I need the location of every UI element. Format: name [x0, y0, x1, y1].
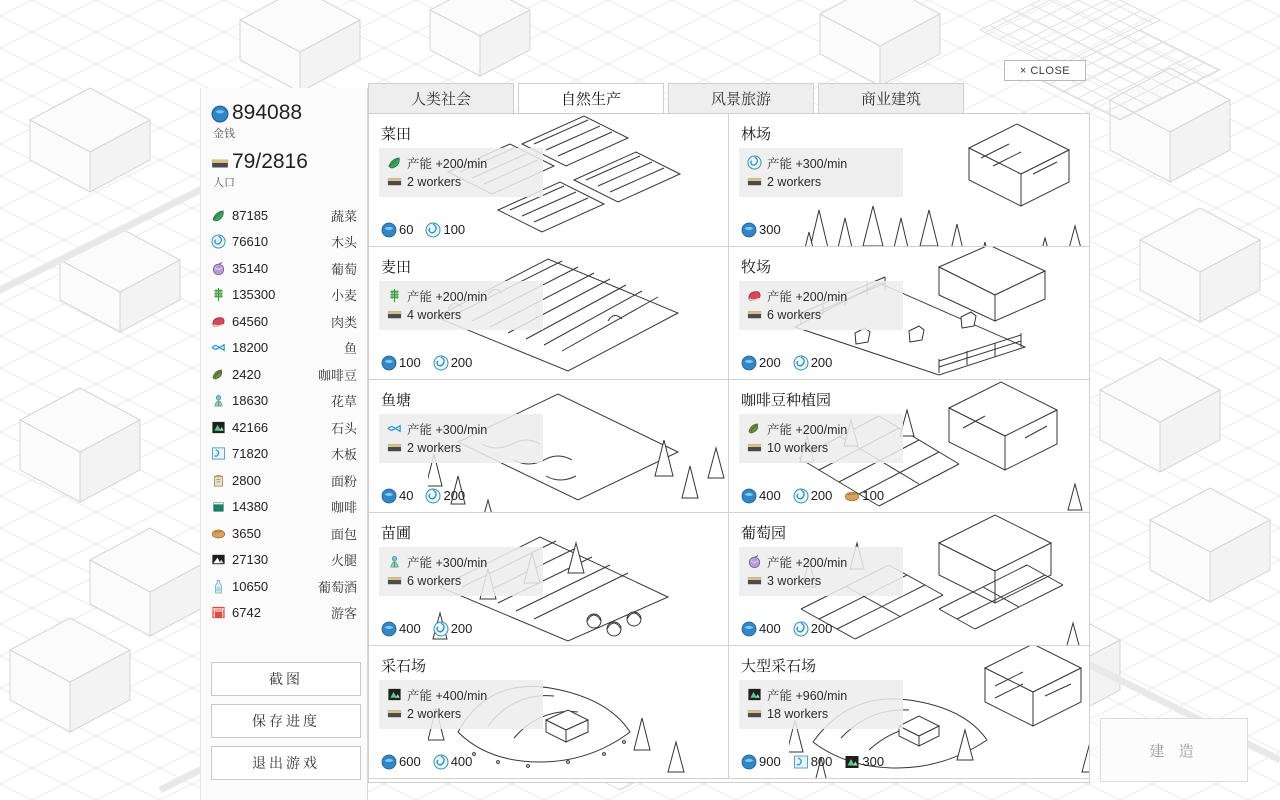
wood-icon [433, 355, 448, 370]
building-stats [379, 680, 543, 729]
cost-value: 400 [399, 621, 421, 636]
workers-text: 3 workers [767, 573, 822, 588]
population-icon [747, 307, 762, 322]
building-costs [381, 621, 480, 636]
resource-amount: 71820 [232, 446, 269, 462]
building-title: 大型采石场 [741, 658, 817, 675]
water-drop-icon [381, 222, 396, 237]
cost-value: 400 [759, 621, 781, 636]
building-grid [369, 114, 1089, 779]
water-drop-icon [741, 621, 756, 636]
building-title: 牧场 [741, 259, 772, 276]
build-button[interactable] [1100, 718, 1248, 782]
tab-3[interactable] [818, 83, 964, 113]
building-costs [381, 754, 480, 769]
resource-row [211, 494, 357, 521]
water-drop-icon [381, 754, 396, 769]
building-stats [739, 680, 903, 729]
building-stats [379, 547, 543, 596]
wheat-icon [211, 287, 226, 302]
production-row [747, 419, 895, 438]
resource-name: 木板 [330, 447, 357, 463]
workers-text: 2 workers [407, 706, 462, 721]
building-costs [741, 488, 892, 503]
resource-amount: 18200 [232, 340, 269, 356]
building-card[interactable] [729, 646, 1089, 779]
resource-amount: 18630 [232, 393, 269, 409]
workers-row [387, 172, 535, 191]
plank-icon [793, 754, 808, 769]
resource-name: 木头 [330, 235, 357, 251]
water-drop-icon [381, 355, 396, 370]
cost-item [741, 754, 781, 769]
tab-label: 风景旅游 [710, 91, 771, 108]
building-title: 咖啡豆种植园 [741, 392, 832, 409]
production-text: 产能 +400/min [407, 688, 488, 703]
building-card[interactable] [729, 247, 1089, 380]
production-row [387, 286, 535, 305]
tab-2[interactable] [668, 83, 814, 113]
resource-name: 游客 [330, 606, 357, 622]
money-value: 894088 [232, 101, 303, 124]
workers-row [747, 571, 895, 590]
building-card[interactable] [729, 513, 1089, 646]
cost-value: 200 [810, 355, 833, 370]
production-row [747, 552, 895, 571]
resource-amount: 76610 [232, 234, 269, 250]
production-row [747, 153, 895, 172]
cost-item [793, 488, 833, 503]
coffee-cup-icon [211, 499, 226, 514]
resource-row [211, 361, 357, 388]
population-icon [387, 706, 402, 721]
resource-amount: 10650 [232, 578, 269, 594]
workers-text: 6 workers [767, 307, 822, 322]
production-text: 产能 +200/min [407, 289, 488, 304]
population-icon [747, 174, 762, 189]
wheat-icon [387, 288, 402, 303]
water-drop-icon [211, 105, 226, 120]
wood-icon [211, 234, 226, 249]
cost-value: 200 [450, 621, 473, 636]
close-button-label: × CLOSE [1019, 64, 1071, 77]
resource-name: 肉类 [330, 314, 357, 330]
screenshot-button[interactable] [211, 662, 361, 696]
building-stats [739, 547, 903, 596]
cost-item [425, 222, 465, 237]
hud-button-group [211, 662, 359, 788]
cost-item [381, 621, 421, 636]
cost-value: 100 [443, 222, 466, 237]
tab-0[interactable] [368, 83, 514, 113]
resource-row [211, 414, 357, 441]
building-costs [741, 222, 789, 237]
cost-item [844, 488, 884, 503]
cost-value: 100 [399, 355, 421, 370]
wood-icon [433, 754, 448, 769]
resource-amount: 3650 [232, 525, 261, 541]
cost-value: 400 [450, 754, 473, 769]
resource-row [211, 308, 357, 335]
building-title: 苗圃 [381, 525, 412, 542]
tab-label: 商业建筑 [860, 91, 921, 108]
cost-value: 100 [862, 488, 885, 503]
ham-icon [211, 552, 226, 567]
resource-row [211, 335, 357, 362]
population-label: 人口 [213, 177, 235, 189]
resource-amount: 135300 [232, 287, 276, 303]
production-text: 产能 +960/min [767, 688, 848, 703]
plank-icon [211, 446, 226, 461]
resource-name: 咖啡豆 [317, 367, 357, 383]
population-icon [387, 440, 402, 455]
resource-row [211, 282, 357, 309]
building-title: 麦田 [381, 259, 412, 276]
cost-item [381, 488, 413, 503]
vegetable-icon [387, 155, 402, 170]
production-text: 产能 +200/min [767, 422, 848, 437]
resource-amount: 64560 [232, 313, 269, 329]
cost-value: 200 [810, 621, 833, 636]
resource-name: 咖啡 [330, 500, 357, 516]
cost-item [844, 754, 884, 769]
money-label: 金钱 [213, 128, 235, 140]
resource-amount: 6742 [232, 605, 261, 621]
tab-label: 人类社会 [410, 91, 471, 108]
resource-name: 小麦 [330, 288, 357, 304]
building-list-panel[interactable] [368, 113, 1090, 783]
building-card[interactable] [369, 114, 729, 247]
resource-row [211, 441, 357, 468]
building-costs [381, 488, 473, 503]
water-drop-icon [741, 222, 756, 237]
workers-row [747, 305, 895, 324]
building-costs [741, 355, 840, 370]
fish-icon [211, 340, 226, 355]
tourist-gate-icon [211, 605, 226, 620]
workers-text: 2 workers [407, 174, 462, 189]
screenshot-button-label: 截图 [269, 671, 303, 687]
resource-row [211, 467, 357, 494]
cost-value: 40 [399, 488, 414, 503]
production-row [387, 419, 535, 438]
production-text: 产能 +200/min [767, 555, 848, 570]
building-costs [741, 621, 840, 636]
save-button[interactable] [211, 704, 361, 738]
wine-bottle-icon [211, 579, 226, 594]
wood-icon [793, 355, 808, 370]
population-icon [747, 440, 762, 455]
workers-row [387, 438, 535, 457]
cost-value: 60 [399, 222, 414, 237]
resource-amount: 87185 [232, 207, 269, 223]
water-drop-icon [741, 754, 756, 769]
cost-item [741, 488, 781, 503]
stone-icon [211, 420, 226, 435]
building-title: 鱼塘 [381, 392, 412, 409]
flower-icon [211, 393, 226, 408]
quit-button-label: 退出游戏 [252, 755, 320, 771]
flower-icon [387, 554, 402, 569]
coffee-bean-icon [747, 421, 762, 436]
building-card[interactable] [369, 513, 729, 646]
resource-amount: 14380 [232, 499, 269, 515]
population-icon [747, 573, 762, 588]
building-card[interactable] [369, 380, 729, 513]
workers-text: 4 workers [407, 307, 462, 322]
wood-icon [793, 621, 808, 636]
cost-item [793, 621, 833, 636]
stone-icon [844, 754, 859, 769]
resource-row [211, 573, 357, 600]
cost-value: 200 [450, 355, 473, 370]
resource-row [211, 202, 357, 229]
workers-text: 6 workers [407, 573, 462, 588]
workers-row [387, 305, 535, 324]
fish-icon [387, 421, 402, 436]
cost-item [433, 355, 473, 370]
cost-item [381, 355, 421, 370]
building-card[interactable] [729, 380, 1089, 513]
resource-row [211, 547, 357, 574]
building-stats [379, 281, 543, 330]
workers-text: 2 workers [407, 440, 462, 455]
building-card[interactable] [369, 646, 729, 779]
workers-text: 18 workers [767, 706, 829, 721]
cost-value: 200 [759, 355, 781, 370]
flour-icon [211, 473, 226, 488]
build-button-label: 建 造 [1149, 742, 1199, 760]
quit-button[interactable] [211, 746, 361, 780]
production-row [387, 552, 535, 571]
building-stats [739, 148, 903, 197]
resource-name: 面粉 [330, 473, 357, 489]
resource-amount: 42166 [232, 419, 269, 435]
vegetable-icon [211, 208, 226, 223]
cost-item [741, 355, 781, 370]
cost-item [433, 754, 473, 769]
building-costs [381, 355, 480, 370]
cost-item [741, 222, 781, 237]
resource-hud-panel [200, 88, 368, 800]
building-title: 林场 [741, 126, 772, 143]
workers-row [747, 704, 895, 723]
resource-name: 蔬菜 [330, 208, 357, 224]
resource-row [211, 600, 357, 627]
building-title: 菜田 [381, 126, 412, 143]
water-drop-icon [381, 488, 396, 503]
population-row [211, 151, 357, 172]
bread-icon [211, 526, 226, 541]
population-icon [747, 706, 762, 721]
resource-list [211, 202, 357, 626]
building-stats [379, 414, 543, 463]
building-title: 采石场 [381, 658, 427, 675]
cost-item [381, 222, 413, 237]
cost-value: 200 [810, 488, 833, 503]
water-drop-icon [741, 355, 756, 370]
population-icon [387, 573, 402, 588]
resource-row [211, 520, 357, 547]
cost-value: 300 [862, 754, 885, 769]
save-button-label: 保存进度 [252, 713, 320, 729]
tab-1[interactable] [518, 83, 664, 113]
meat-icon [211, 314, 226, 329]
production-text: 产能 +200/min [767, 289, 848, 304]
resource-name: 面包 [330, 526, 357, 542]
building-stats [379, 148, 543, 197]
close-button[interactable] [1004, 60, 1086, 81]
wood-icon [793, 488, 808, 503]
cost-item [381, 754, 421, 769]
production-row [387, 153, 535, 172]
resource-name: 花草 [330, 394, 357, 410]
wood-icon [425, 488, 440, 503]
production-text: 产能 +300/min [407, 422, 488, 437]
cost-value: 800 [810, 754, 833, 769]
cost-value: 300 [759, 222, 781, 237]
resource-amount: 27130 [232, 552, 269, 568]
building-title: 葡萄园 [741, 525, 787, 542]
resource-name: 火腿 [330, 553, 357, 569]
population-icon [387, 174, 402, 189]
resource-amount: 2420 [232, 366, 261, 382]
wood-icon [425, 222, 440, 237]
building-card[interactable] [729, 114, 1089, 247]
production-text: 产能 +200/min [407, 156, 488, 171]
cost-value: 400 [759, 488, 781, 503]
cost-value: 900 [759, 754, 781, 769]
cost-item [433, 621, 473, 636]
workers-row [747, 438, 895, 457]
resource-amount: 2800 [232, 472, 261, 488]
production-row [747, 286, 895, 305]
workers-text: 2 workers [767, 174, 822, 189]
production-row [747, 685, 895, 704]
grape-icon [747, 554, 762, 569]
production-text: 产能 +300/min [767, 156, 848, 171]
building-costs [741, 754, 892, 769]
workers-row [387, 571, 535, 590]
building-stats [739, 281, 903, 330]
production-text: 产能 +300/min [407, 555, 488, 570]
wood-icon [747, 155, 762, 170]
coffee-bean-icon [211, 367, 226, 382]
bread-icon [844, 488, 859, 503]
category-tabs [368, 83, 1090, 114]
tab-label: 自然生产 [560, 91, 621, 108]
resource-row [211, 229, 357, 256]
workers-text: 10 workers [767, 440, 829, 455]
building-costs [381, 222, 473, 237]
resource-name: 葡萄 [330, 261, 357, 277]
cost-item [741, 621, 781, 636]
money-row [211, 102, 357, 123]
workers-row [747, 172, 895, 191]
building-stats [739, 414, 903, 463]
workers-row [387, 704, 535, 723]
wood-icon [433, 621, 448, 636]
stone-icon [747, 687, 762, 702]
population-icon [211, 154, 226, 169]
cost-value: 600 [399, 754, 421, 769]
resource-name: 鱼 [343, 341, 357, 357]
grape-icon [211, 261, 226, 276]
resource-row [211, 255, 357, 282]
cost-item [793, 355, 833, 370]
population-value: 79/2816 [232, 150, 308, 173]
water-drop-icon [741, 488, 756, 503]
resource-name: 葡萄酒 [317, 579, 357, 595]
water-drop-icon [381, 621, 396, 636]
resource-amount: 35140 [232, 260, 269, 276]
resource-row [211, 388, 357, 415]
resource-name: 石头 [330, 420, 357, 436]
meat-icon [747, 288, 762, 303]
building-card[interactable] [369, 247, 729, 380]
stone-icon [387, 687, 402, 702]
population-icon [387, 307, 402, 322]
cost-item [793, 754, 833, 769]
cost-item [425, 488, 465, 503]
production-row [387, 685, 535, 704]
cost-value: 200 [443, 488, 466, 503]
